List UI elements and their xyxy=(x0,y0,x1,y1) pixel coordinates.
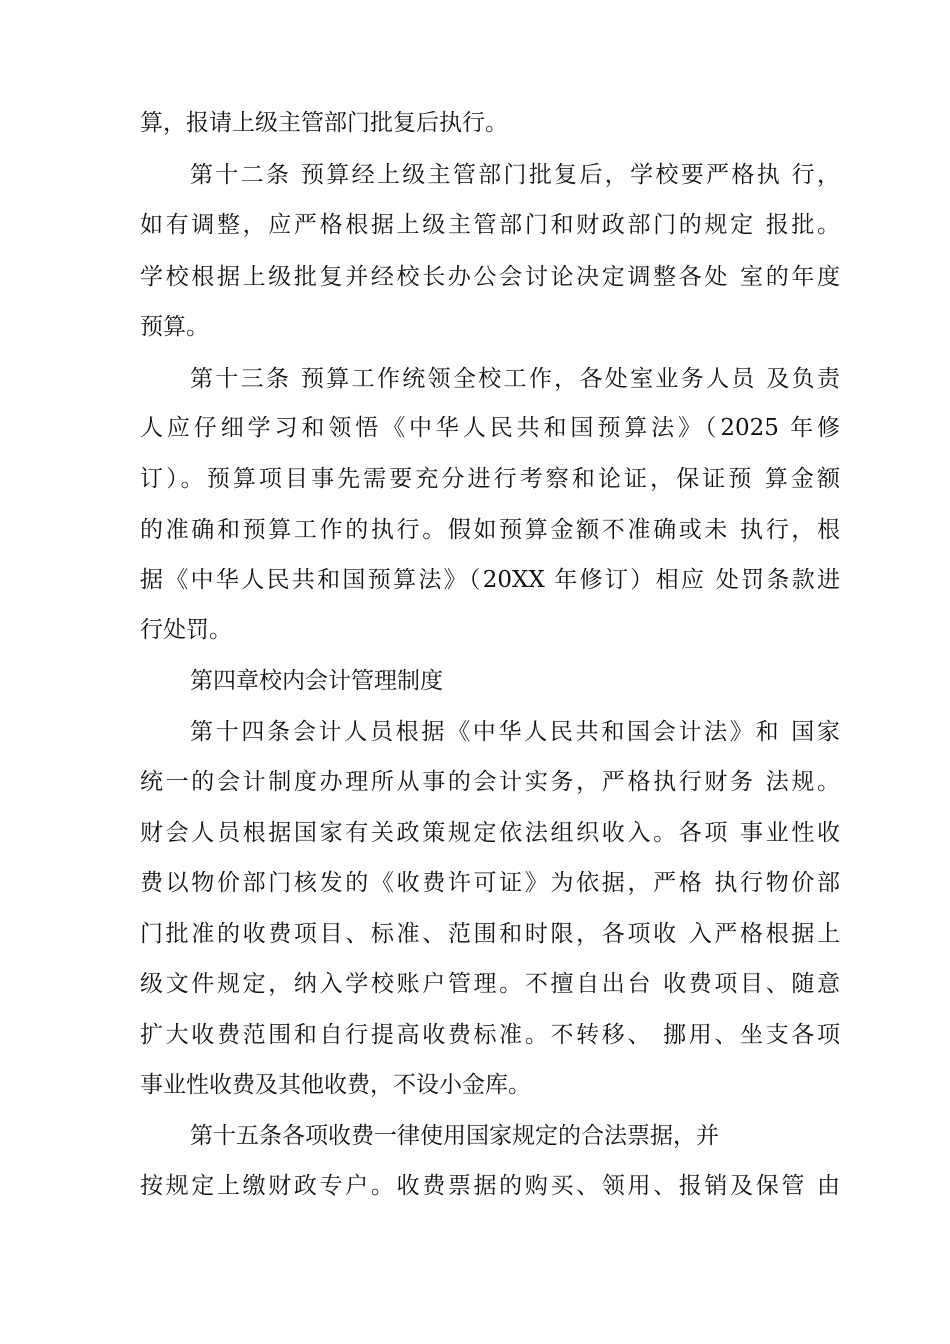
text-line-16: 费以物价部门核发的《收费许可证》为依据，严格 执行物价部 xyxy=(140,870,840,896)
text-line-22: 按规定上缴财政专户。收费票据的购买、领用、报销及保管 由 xyxy=(140,1173,840,1199)
text-line-20: 事业性收费及其他收费，不设小金库。 xyxy=(140,1072,531,1098)
text-line-3: 如有调整，应严格根据上级主管部门和财政部门的规定 报批。 xyxy=(140,212,840,238)
text-line-21: 第十五条各项收费一律使用国家规定的合法票据，并 xyxy=(190,1123,719,1149)
text-line-19: 扩大收费范围和自行提高收费标准。不转移、 挪用、坐支各项 xyxy=(140,1022,840,1048)
text-line-5: 预算。 xyxy=(140,314,209,340)
text-line-6: 第十三条 预算工作统领全校工作，各处室业务人员 及负责 xyxy=(190,366,840,392)
text-line-17: 门批准的收费项目、标准、范围和时限，各项收 入严格根据上 xyxy=(140,921,840,947)
text-line-9: 的准确和预算工作的执行。假如预算金额不准确或未 执行，根 xyxy=(140,517,840,543)
text-line-10: 据《中华人民共和国预算法》（20XX 年修订）相应 处罚条款进 xyxy=(140,567,840,593)
text-line-7: 人应仔细学习和领悟《中华人民共和国预算法》（2025 年修 xyxy=(140,415,840,441)
chapter-heading: 第四章校内会计管理制度 xyxy=(190,668,443,694)
text-line-14: 统一的会计制度办理所从事的会计实务，严格执行财务 法规。 xyxy=(140,769,840,795)
text-line-2: 第十二条 预算经上级主管部门批复后，学校要严格执 行， xyxy=(190,162,840,188)
text-line-1: 算，报请上级主管部门批复后执行。 xyxy=(140,110,508,136)
text-line-8: 订）。预算项目事先需要充分进行考察和论证，保证预 算金额 xyxy=(140,466,840,492)
text-line-11: 行处罚。 xyxy=(140,617,232,643)
text-line-4: 学校根据上级批复并经校长办公会讨论决定调整各处 室的年度 xyxy=(140,264,840,290)
text-line-18: 级文件规定，纳入学校账户管理。不擅自出台 收费项目、随意 xyxy=(140,971,840,997)
text-line-13: 第十四条会计人员根据《中华人民共和国会计法》和 国家 xyxy=(190,719,840,745)
text-line-15: 财会人员根据国家有关政策规定依法组织收入。各项 事业性收 xyxy=(140,820,840,846)
